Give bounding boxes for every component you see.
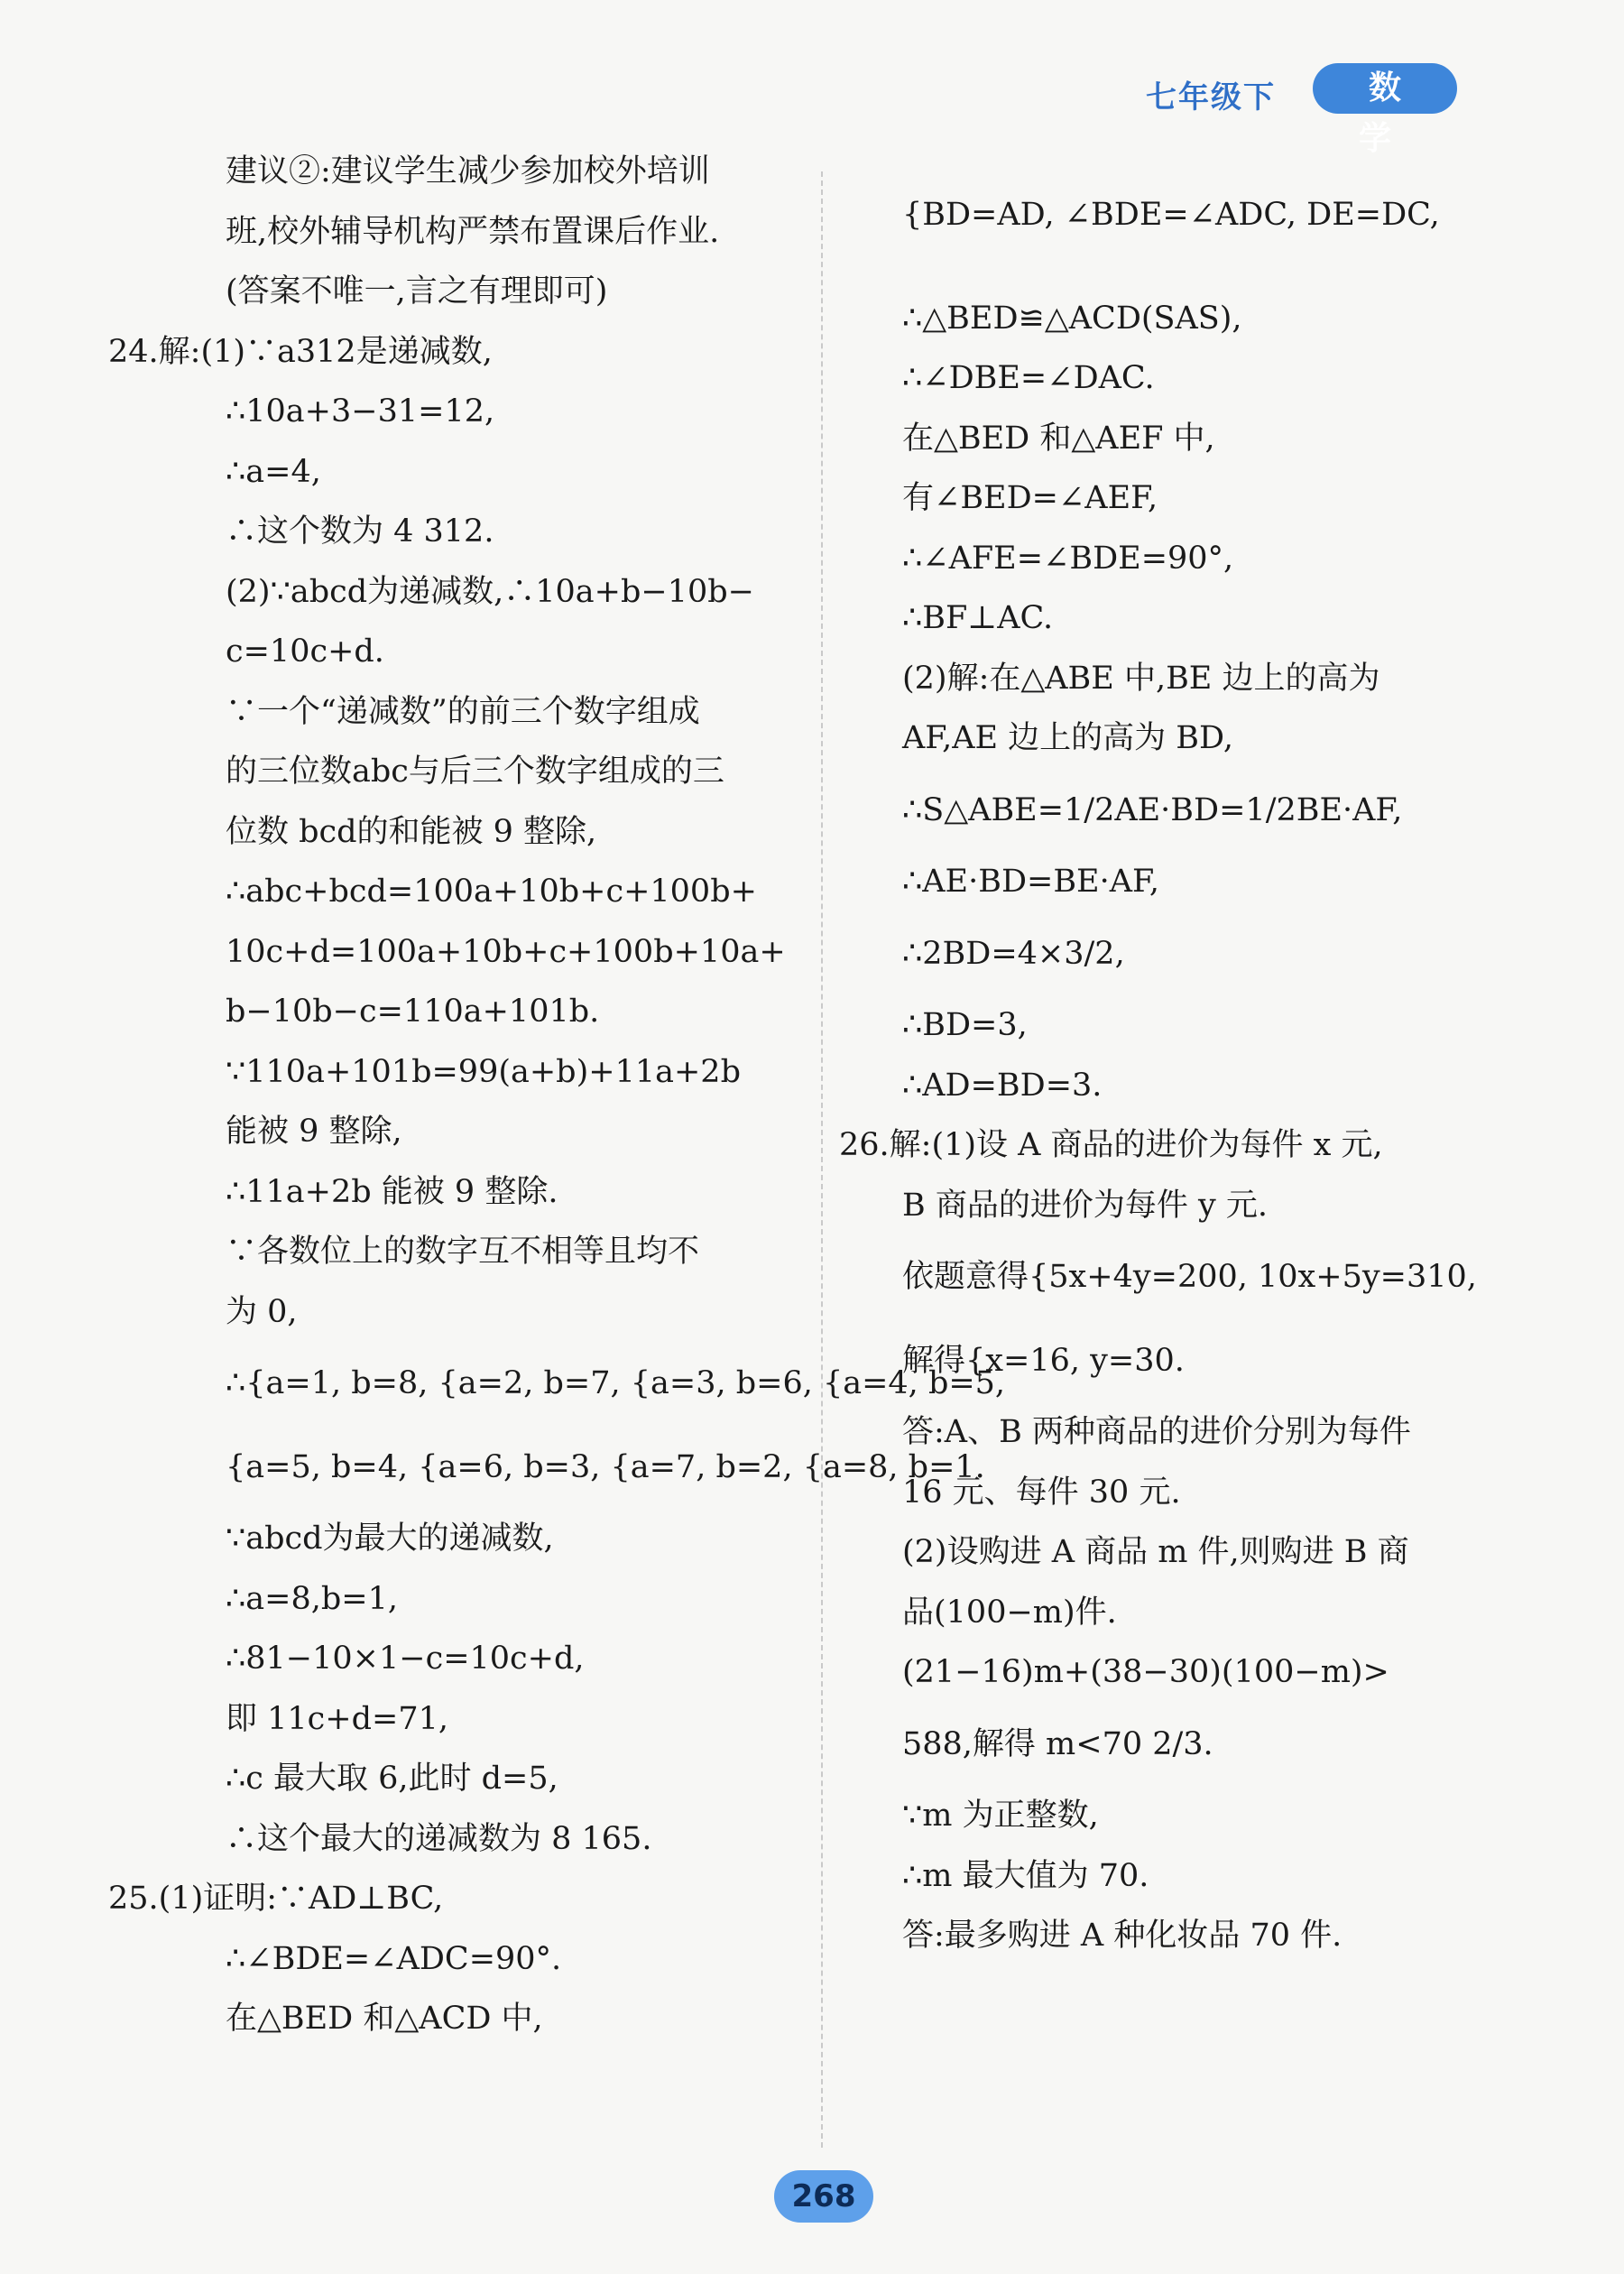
system-line: ∴{a=1, b=8, {a=2, b=7, {a=3, b=6, {a=4, b=5, (226, 1365, 1006, 1401)
text-line: ∴∠BDE=∠ADC=90°. (226, 1940, 562, 1977)
text-line: 即 11c+d=71, (226, 1700, 448, 1737)
text-line: ∴这个数为 4 312. (226, 513, 494, 550)
text-line: AF,AE 边上的高为 BD, (902, 720, 1233, 756)
page-number-badge: 268 (774, 2170, 873, 2223)
text-line: 为 0, (226, 1293, 298, 1330)
subject-badge: 数 学 (1313, 63, 1457, 114)
text-line: ∴BF⊥AC. (902, 600, 1054, 636)
text-line: b−10b−c=110a+101b. (226, 994, 600, 1030)
right-column (839, 152, 1534, 1976)
text-line: ∴∠AFE=∠BDE=90°, (902, 540, 1234, 577)
text-line: ∴c 最大取 6,此时 d=5, (226, 1761, 558, 1797)
text-line: ∴这个最大的递减数为 8 165. (226, 1820, 652, 1857)
column-divider (821, 171, 823, 2148)
text-line: ∴11a+2b 能被 9 整除. (226, 1173, 558, 1210)
text-line: ∴81−10×1−c=10c+d, (226, 1641, 585, 1677)
text-line: (2)∵abcd为递减数,∴10a+b−10b− (226, 573, 754, 610)
text-line: 位数 bcd的和能被 9 整除, (226, 813, 597, 850)
text-line: ∴BD=3, (902, 1007, 1028, 1043)
question-24-line: 24.解:(1)∵a312是递减数, (108, 333, 493, 370)
system-line: 解得{x=16, y=30. (902, 1342, 1185, 1379)
text-line: ∴AE·BD=BE·AF, (902, 864, 1159, 900)
text-line: c=10c+d. (226, 633, 384, 670)
text-line: B 商品的进价为每件 y 元. (902, 1187, 1268, 1224)
text-line: ∴△BED≌△ACD(SAS), (902, 300, 1242, 337)
text-line: ∴∠DBE=∠DAC. (902, 360, 1155, 396)
text-line: 10c+d=100a+10b+c+100b+10a+ (226, 933, 786, 970)
system-line: {BD=AD, ∠BDE=∠ADC, DE=DC, (902, 197, 1440, 233)
formula-line: ∴2BD=4×3/2, (902, 935, 1125, 972)
text-line: 有∠BED=∠AEF, (902, 480, 1158, 516)
text-line: (答案不唯一,言之有理即可) (226, 273, 608, 310)
text-line: ∴m 最大值为 70. (902, 1857, 1149, 1894)
text-line: ∵110a+101b=99(a+b)+11a+2b (226, 1053, 741, 1090)
text-line: 答:最多购进 A 种化妆品 70 件. (902, 1918, 1343, 1954)
text-line: ∴AD=BD=3. (902, 1067, 1103, 1104)
text-line: ∴abc+bcd=100a+10b+c+100b+ (226, 874, 757, 910)
question-25-line: 25.(1)证明:∵AD⊥BC, (108, 1881, 444, 1917)
text-line: 的三位数abc与后三个数字组成的三 (226, 753, 724, 790)
grade-label: 七年级下 (1146, 79, 1276, 116)
text-line: 答:A、B 两种商品的进价分别为每件 (902, 1414, 1411, 1450)
text-line: 建议②:建议学生减少参加校外培训 (226, 153, 710, 190)
formula-line: ∴S△ABE=1/2AE·BD=1/2BE·AF, (902, 791, 1403, 828)
question-26-line: 26.解:(1)设 A 商品的进价为每件 x 元, (839, 1127, 1383, 1163)
text-line: 能被 9 整除, (226, 1114, 402, 1150)
formula-line: 588,解得 m<70 2/3. (902, 1725, 1213, 1762)
text-line: ∴a=4, (226, 453, 321, 490)
text-line: 班,校外辅导机构严禁布置课后作业. (226, 213, 720, 250)
text-line: (2)设购进 A 商品 m 件,则购进 B 商 (902, 1534, 1409, 1570)
text-line: ∵m 为正整数, (902, 1798, 1099, 1834)
text-line: ∵abcd为最大的递减数, (226, 1521, 554, 1557)
text-line: 品(100−m)件. (902, 1594, 1117, 1631)
text-line: 在△BED 和△AEF 中, (902, 420, 1215, 457)
text-line: ∴10a+3−31=12, (226, 393, 495, 430)
text-line: ∵一个“递减数”的前三个数字组成 (226, 693, 700, 730)
system-line: 依题意得{5x+4y=200, 10x+5y=310, (902, 1259, 1477, 1295)
system-line: {a=5, b=4, {a=6, b=3, {a=7, b=2, {a=8, b=1. (226, 1448, 985, 1485)
text-line: ∵各数位上的数字互不相等且均不 (226, 1234, 700, 1270)
text-line: ∴a=8,b=1, (226, 1580, 398, 1617)
text-line: (2)解:在△ABE 中,BE 边上的高为 (902, 660, 1380, 697)
text-line: 16 元、每件 30 元. (902, 1474, 1181, 1511)
text-line: 在△BED 和△ACD 中, (226, 2001, 543, 2037)
text-line: (21−16)m+(38−30)(100−m)> (902, 1654, 1389, 1690)
